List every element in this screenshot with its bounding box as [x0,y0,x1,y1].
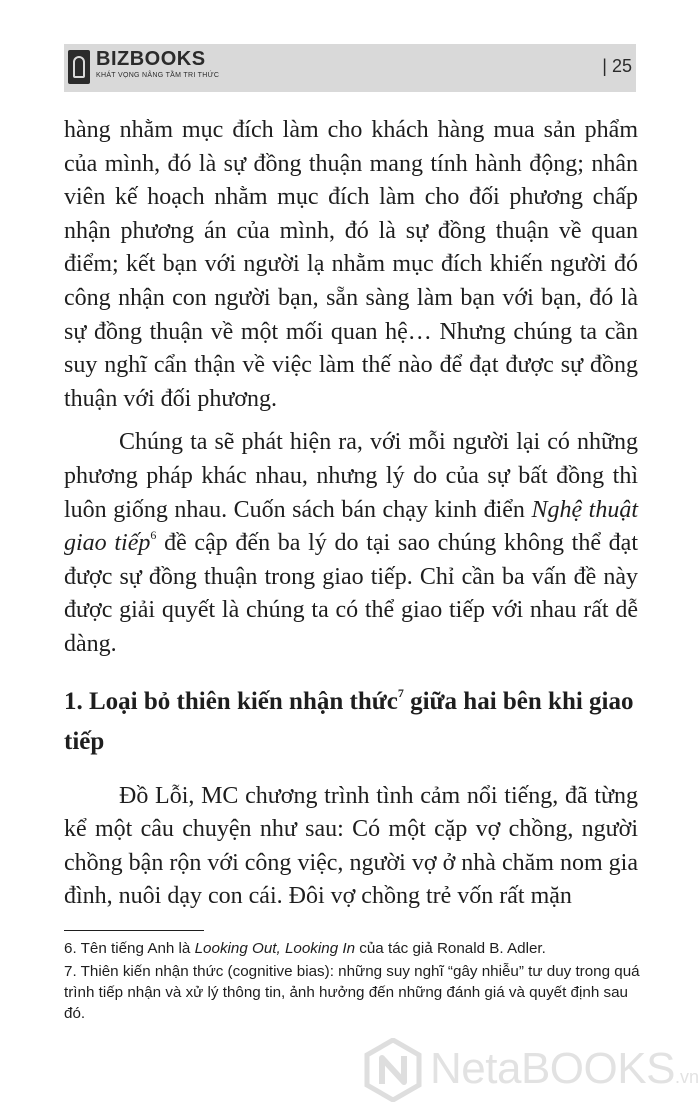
paragraph-2-end: đề cập đến ba lý do tại sao chúng không thể đạt được sự đồng thuận trong giao tiếp. Chỉ cần ba vấn đề này được giải quyết là chúng ta có thể giao tiếp với nhau rất dễ dàng. [64,530,638,657]
footnotes [64,938,644,1026]
watermark [364,1034,699,1114]
book-title: Nghệ thuật giao tiếp [64,496,638,557]
heading-start: 1. Loại bỏ thiên kiến nhận thức [64,687,398,715]
paragraph-2-start: Chúng ta sẽ phát hiện ra, với mỗi người lại có những phương pháp khác nhau, nhưng lý do của sự bất đồng thì luôn giống nhau. Cuốn sách bán chạy kinh điển [64,429,638,523]
section-heading [64,682,638,762]
publisher-tagline: KHÁT VỌNG NÂNG TẦM TRI THỨC [96,72,220,79]
footnote-6 [64,938,644,959]
footnote-ref-7: 7 [397,686,404,701]
heading-end: giữa hai bên khi giao tiếp [64,687,634,755]
footnote-7: 7. Thiên kiến nhận thức (cognitive bias): những suy nghĩ “gây nhiễu” tư duy trong quá trình tiếp nhận và xử lý thông tin, ảnh hưởng đến những đánh giá và quyết định sau đó. [64,963,640,1022]
watermark-suffix: .vn [674,1067,699,1087]
footnote-ref-6: 6 [150,528,157,543]
watermark-text [430,1044,699,1094]
paragraph-1: hàng nhằm mục đích làm cho khách hàng mua sản phẩm của mình, đó là sự đồng thuận mang tính hành động; nhân viên kế hoạch nhằm mục đích làm cho đối phương chấp nhận phương án của mình, đó là sự đồng thuận về quan điểm; kết bạn với người lạ nhằm mục đích khiến người đó công nhận con người bạn, sẵn sàng làm bạn với bạn, đó là sự đồng thuận về một mối quan hệ… Nhưng chúng ta cần suy nghĩ cẩn thận về việc làm thế nào để đạt được sự đồng thuận với đối phương. [64,117,638,412]
footnote-6-end: của tác giả Ronald B. Adler. [355,940,546,957]
footnote-6-title: Looking Out, Looking In [194,940,356,957]
body-text [64,114,638,914]
neta-hex-logo-icon [364,1038,422,1102]
bizbooks-logo-icon [68,50,90,84]
publisher-brand: BIZBOOKS [96,48,206,70]
watermark-brand: NetaBOOKS [430,1044,675,1093]
footnote-6-start: 6. Tên tiếng Anh là [64,940,195,957]
paragraph-2 [64,426,638,661]
footnote-divider [64,930,204,931]
page-number: | 25 [602,56,632,76]
paragraph-3: Đồ Lỗi, MC chương trình tình cảm nổi tiếng, đã từng kể một câu chuyện như sau: Có một cặp vợ chồng, người chồng bận rộn với công việc, người vợ ở nhà chăm nom gia đình, nuôi dạy con cái. Đôi vợ chồng trẻ vốn rất mặn [64,782,638,910]
